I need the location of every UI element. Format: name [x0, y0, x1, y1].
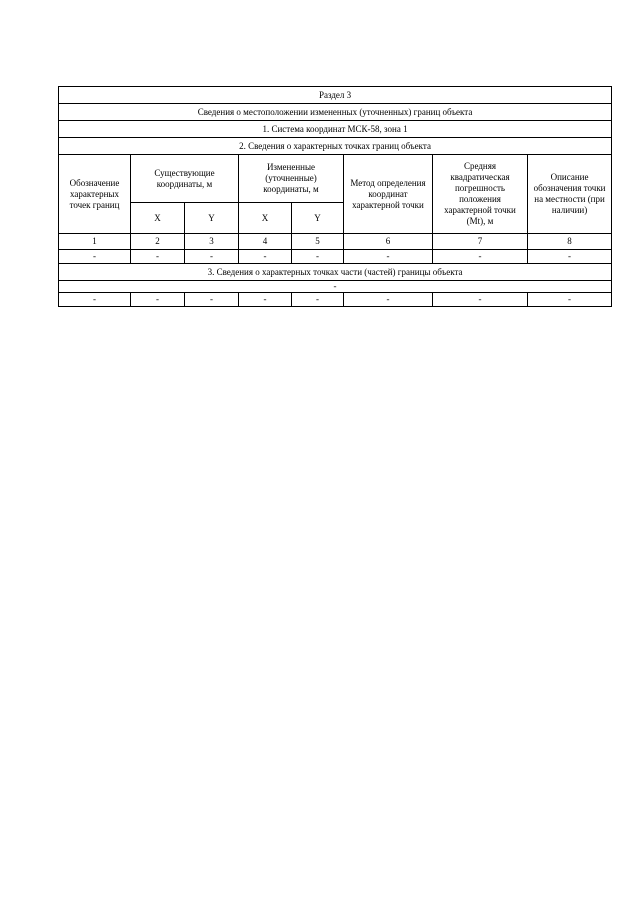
- parts-heading: 3. Сведения о характерных точках части (частей) границы объекта: [59, 264, 612, 281]
- table-cell: -: [131, 250, 185, 264]
- section-subtitle: Сведения о местоположении измененных (уточненных) границ объекта: [59, 104, 612, 121]
- table-cell: -: [292, 250, 344, 264]
- header-existing-x: X: [131, 203, 185, 234]
- header-changed-x: X: [239, 203, 292, 234]
- table-cell: -: [292, 293, 344, 307]
- coord-system-row: [59, 121, 612, 138]
- table-cell: -: [59, 250, 131, 264]
- table-cell: -: [185, 250, 239, 264]
- points-heading-row: [59, 138, 612, 155]
- coord-system-label: 1. Система координат МСК-58, зона 1: [59, 121, 612, 138]
- column-number: 5: [292, 234, 344, 250]
- column-header-row: [59, 155, 612, 203]
- points-data-row: [59, 250, 612, 264]
- header-description: Описание обозначения точки на местности (при наличии): [528, 155, 612, 234]
- table-cell: -: [131, 293, 185, 307]
- parts-data-row: [59, 293, 612, 307]
- column-number: 7: [433, 234, 528, 250]
- column-number: 3: [185, 234, 239, 250]
- points-heading: 2. Сведения о характерных точках границ объекта: [59, 138, 612, 155]
- section-title: Раздел 3: [59, 87, 612, 104]
- column-number: 8: [528, 234, 612, 250]
- parts-heading-row: [59, 264, 612, 281]
- parts-dash-cell: -: [59, 281, 612, 293]
- header-changed-y: Y: [292, 203, 344, 234]
- parts-dash-row: [59, 281, 612, 293]
- header-method: Метод определения координат характерной точки: [344, 155, 433, 234]
- header-existing-y: Y: [185, 203, 239, 234]
- subtitle-row: [59, 104, 612, 121]
- table-cell: -: [344, 293, 433, 307]
- table-cell: -: [185, 293, 239, 307]
- document-sheet: [58, 86, 611, 307]
- section-title-row: [59, 87, 612, 104]
- column-number: 2: [131, 234, 185, 250]
- table-cell: -: [344, 250, 433, 264]
- table-cell: -: [239, 293, 292, 307]
- table-cell: -: [528, 293, 612, 307]
- column-number: 4: [239, 234, 292, 250]
- table-cell: -: [433, 293, 528, 307]
- column-number: 1: [59, 234, 131, 250]
- table-cell: -: [433, 250, 528, 264]
- header-existing-coords: Существующие координаты, м: [131, 155, 239, 203]
- header-designation: Обозначение характерных точек границ: [59, 155, 131, 234]
- table-cell: -: [528, 250, 612, 264]
- header-changed-coords: Измененные (уточненные) координаты, м: [239, 155, 344, 203]
- column-number-row: [59, 234, 612, 250]
- column-number: 6: [344, 234, 433, 250]
- boundary-points-table: [58, 86, 612, 307]
- header-accuracy: Средняя квадратическая погрешность положения характерной точки (Mt), м: [433, 155, 528, 234]
- table-cell: -: [239, 250, 292, 264]
- table-cell: -: [59, 293, 131, 307]
